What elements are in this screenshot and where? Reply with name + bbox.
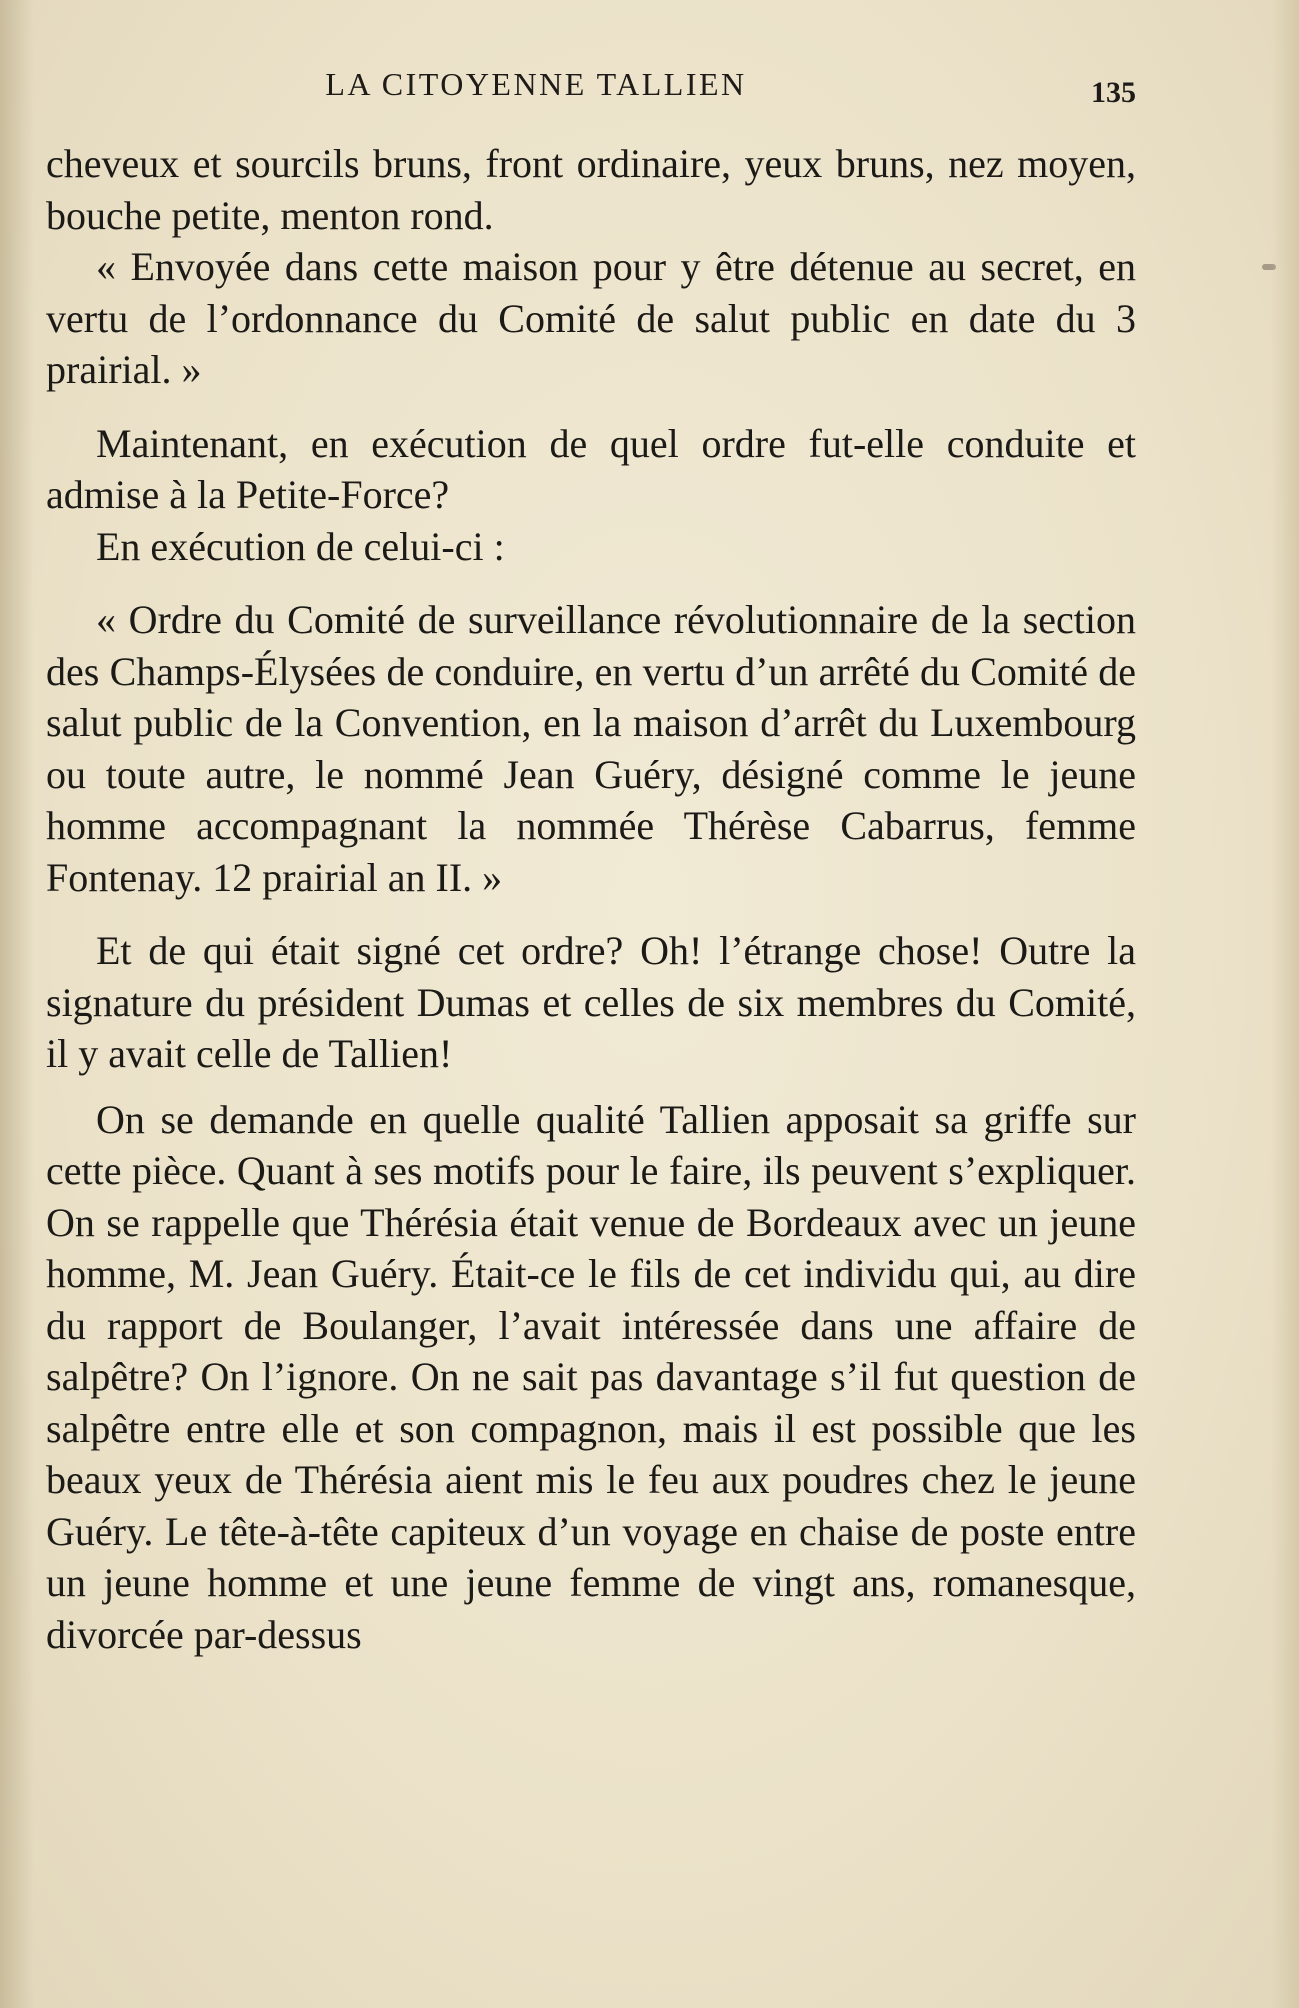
paragraph-question-order: Maintenant, en exécution de quel ordre fut-elle conduite et admise à la Petite-Force? [46, 420, 1136, 517]
paragraph-quoted-order-committee: « Ordre du Comité de surveillance révolutionnaire de la section des Champs-Élysées de conduire, en vertu d’un arrêté du Comité de salut public de la Convention, en la maison d’arrêt du Luxembourg ou toute autre, le nommé Jean Guéry, désigné comme le jeune homme accompagnant la nommée Thérèse Cabarrus, femme Fontenay. 12 prairial an II. » [46, 597, 1136, 900]
paragraph-description-continued: cheveux et sourcils bruns, front ordinaire, yeux bruns, nez moyen, bouche petite, menton rond. [46, 141, 1136, 238]
ink-speck [1262, 264, 1276, 270]
running-head [46, 66, 1136, 110]
paragraph-signature-question: Et de qui était signé cet ordre? Oh! l’étrange chose! Outre la signature du président Dumas et celles de six membres du Comité, il y avait celle de Tallien! [46, 928, 1136, 1076]
page-number: 135 [1091, 76, 1136, 109]
body-text [46, 138, 1136, 1660]
paragraph-tallien-motives: On se demande en quelle qualité Tallien apposait sa griffe sur cette pièce. Quant à ses motifs pour le faire, ils peuvent s’expliquer. On se rappelle que Thérésia était venue de Bordeaux avec un jeune homme, M. Jean Guéry. Était-ce le fils de cet individu qui, au dire du rapport de Boulanger, l’avait intéressée dans une affaire de salpêtre? On l’ignore. On ne sait pas davantage s’il fut question de salpêtre entre elle et son compagnon, mais il est possible que les beaux yeux de Thérésia aient mis le feu aux poudres chez le jeune Guéry. Le tête-à-tête capiteux d’un voyage en chaise de poste entre un jeune homme et une jeune femme de vingt ans, romanesque, divorcée par-dessus [46, 1096, 1136, 1657]
running-title: LA CITOYENNE TALLIEN [325, 66, 747, 102]
paragraph-quoted-order-detention: « Envoyée dans cette maison pour y être détenue au secret, en vertu de l’ordonnance du Comité de salut public en date du 3 prairial. » [46, 244, 1136, 392]
paragraph-answer-intro: En exécution de celui-ci : [96, 523, 505, 569]
